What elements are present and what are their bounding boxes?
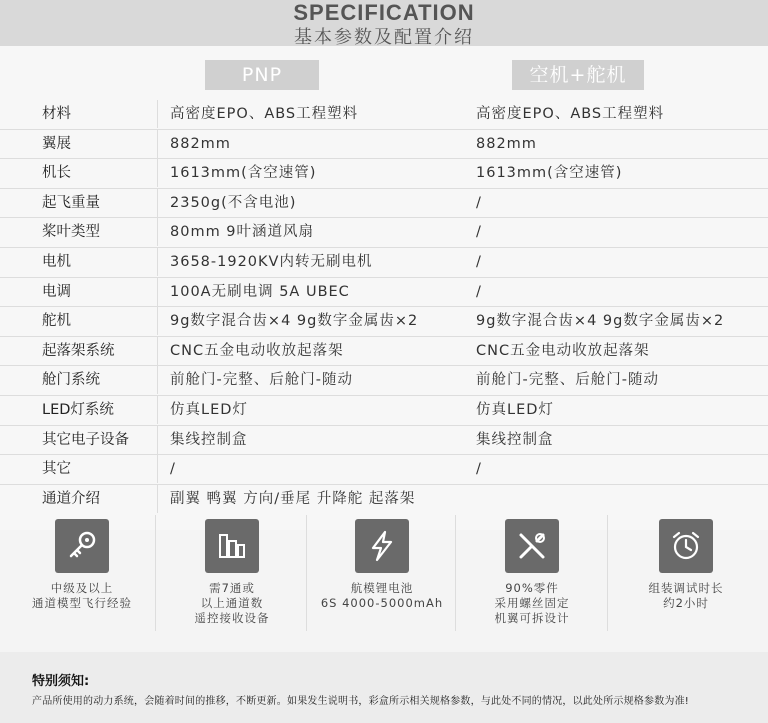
feature-caption-line: 机翼可拆设计 [494,611,570,625]
lightning-icon [355,519,409,573]
feature-caption [157,581,307,626]
spec-value-kit-servo: / [476,253,482,270]
spec-value-kit-servo: 1613mm(含空速管) [476,165,623,182]
spec-row [0,366,768,396]
tools-icon [505,519,559,573]
spec-label: 电调 [18,278,158,306]
spec-label: 机长 [18,159,158,187]
spec-value-kit-servo: 9g数字混合齿×4 9g数字金属齿×2 [476,313,725,330]
notice-text: 产品所使用的动力系统，会随着时间的推移，不断更新。如果发生说明书，彩盒所示相关规格参数，与此处不同的情况，以此处所示规格参数为准! [32,696,690,707]
spec-value-pnp: 1613mm(含空速管) [170,165,317,182]
feature-item [611,515,761,611]
spec-row [0,100,768,130]
spec-row [0,189,768,219]
spec-row [0,159,768,189]
spec-value-kit-servo: 882mm [476,135,537,152]
spec-value-kit-servo: / [476,461,482,478]
spec-value-pnp: 仿真LED灯 [170,401,248,418]
spec-row [0,278,768,308]
feature-divider [607,515,608,631]
spec-value-pnp: 高密度EPO、ABS工程塑料 [170,106,359,122]
spec-row [0,130,768,160]
spec-value-pnp: 3658-1920KV内转无刷电机 [170,253,373,270]
spec-value-pnp: 80mm 9叶涵道风扇 [170,224,315,241]
spec-label: 舵机 [18,307,158,335]
spec-value-kit-servo: 前舱门-完整、后舱门-随动 [476,372,659,389]
spec-label: 桨叶类型 [18,218,158,246]
feature-item [7,515,157,611]
feature-caption-line: 遥控接收设备 [194,611,270,625]
feature-caption-line: 通道模型飞行经验 [32,596,132,610]
spec-label: LED灯系统 [18,396,158,424]
feature-caption [457,581,607,626]
spec-row [0,426,768,456]
spec-label: 电机 [18,248,158,276]
spec-value-pnp: / [170,461,176,478]
spec-value-kit-servo: / [476,283,482,300]
bar-chart-icon [205,519,259,573]
feature-caption-line: 90%零件 [505,581,559,595]
spec-label: 起飞重量 [18,189,158,217]
title-english: SPECIFICATION [293,0,475,25]
spec-label: 翼展 [18,130,158,158]
spec-label: 起落架系统 [18,337,158,365]
feature-icons [0,515,768,645]
spec-row [0,248,768,278]
spec-value-pnp: 9g数字混合齿×4 9g数字金属齿×2 [170,313,419,330]
spec-label: 舱门系统 [18,366,158,394]
spec-value-kit-servo: 仿真LED灯 [476,401,554,418]
spec-row [0,455,768,485]
spec-value-pnp: 2350g(不含电池) [170,194,297,211]
feature-caption-line: 采用螺丝固定 [494,596,570,610]
feature-caption-line: 以上通道数 [200,596,264,610]
feature-item [157,515,307,626]
spec-value-pnp: 副翼 鸭翼 方向/垂尾 升降舵 起落架 [170,490,416,507]
column-header-kit-servo: 空机+舵机 [512,60,644,90]
spec-value-kit-servo: / [476,194,482,211]
spec-label: 通道介绍 [18,485,158,513]
feature-item [457,515,607,626]
feature-caption-line: 中级及以上 [50,581,114,595]
feature-caption-line: 航模锂电池 [350,581,414,595]
notice-heading: 特别须知: [32,674,90,689]
spec-row [0,396,768,426]
feature-caption [307,581,457,611]
spec-row [0,218,768,248]
spec-label: 其它 [18,455,158,483]
spec-value-pnp: 100A无刷电调 5A UBEC [170,283,350,300]
spec-value-kit-servo: CNC五金电动收放起落架 [476,342,650,359]
feature-caption [611,581,761,611]
feature-caption-line: 约2小时 [663,596,709,610]
alarm-clock-icon [659,519,713,573]
title-chinese: 基本参数及配置介绍 [294,27,474,48]
column-header-pnp: PNP [205,60,319,90]
spec-value-pnp: 集线控制盒 [170,431,248,448]
feature-caption-line: 6S 4000-5000mAh [320,596,444,610]
spec-label: 材料 [18,100,158,128]
feature-caption-line: 组装调试时长 [648,581,724,595]
spec-label: 其它电子设备 [18,426,158,454]
spec-table [0,100,768,513]
feature-item [307,515,457,611]
feature-caption [7,581,157,611]
feature-caption-line: 需7通或 [209,581,255,595]
notice-panel [0,652,768,723]
spec-row [0,307,768,337]
spec-row [0,485,768,514]
spec-value-pnp: 882mm [170,135,231,152]
key-icon [55,519,109,573]
spec-value-pnp: CNC五金电动收放起落架 [170,342,344,359]
spec-value-kit-servo: / [476,224,482,241]
spec-value-pnp: 前舱门-完整、后舱门-随动 [170,372,353,389]
spec-row [0,337,768,367]
spec-value-kit-servo: 集线控制盒 [476,431,554,448]
spec-value-kit-servo: 高密度EPO、ABS工程塑料 [476,106,665,122]
